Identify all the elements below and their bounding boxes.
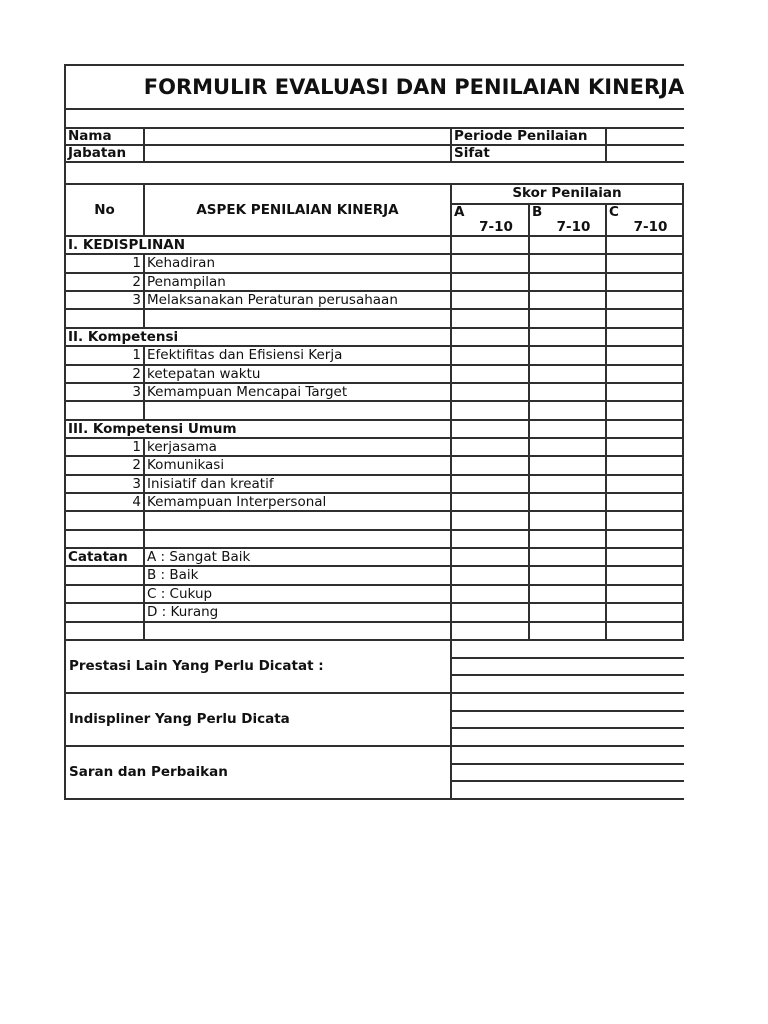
- info-table: [64, 127, 684, 163]
- spacer-row: [64, 163, 684, 183]
- score-cell: [607, 366, 682, 382]
- catatan-legend-item: C : Cukup: [145, 586, 450, 602]
- item-number: 2: [66, 274, 143, 290]
- notes-label: Indispliner Yang Perlu Dicata: [66, 694, 452, 745]
- item-number: 3: [66, 292, 143, 308]
- score-cell: [607, 255, 682, 271]
- item-label: Melaksanakan Peraturan perusahaan: [145, 292, 450, 308]
- info-value-periode: [607, 129, 684, 144]
- catatan-label: Catatan: [66, 549, 143, 565]
- score-cell: [530, 292, 605, 308]
- score-cell: [530, 274, 605, 290]
- score-cell: [530, 347, 605, 363]
- writing-line: [452, 763, 684, 781]
- score-cell: [607, 421, 682, 437]
- item-label: Penampilan: [145, 274, 450, 290]
- score-cell: [530, 531, 605, 547]
- catatan-legend-item: D : Kurang: [145, 604, 450, 620]
- score-cell: [530, 421, 605, 437]
- score-cell: [607, 274, 682, 290]
- writing-line: [452, 747, 684, 763]
- score-cell: [607, 292, 682, 308]
- info-label-jabatan: Jabatan: [66, 146, 143, 161]
- item-number: 1: [66, 255, 143, 271]
- col-range: 7-10: [633, 219, 668, 235]
- notes-section: [64, 641, 684, 800]
- score-cell: [452, 274, 528, 290]
- info-value-jabatan: [145, 146, 450, 161]
- score-cell: [452, 421, 528, 437]
- info-label-sifat: Sifat: [452, 146, 605, 161]
- score-cell: [452, 549, 528, 565]
- empty-cell: [145, 310, 450, 326]
- score-cell: [607, 586, 682, 602]
- score-cell: [452, 476, 528, 492]
- item-number: 4: [66, 494, 143, 510]
- score-cell: [452, 384, 528, 400]
- score-cell: [452, 292, 528, 308]
- score-cell: [607, 384, 682, 400]
- item-number: 3: [66, 476, 143, 492]
- score-cell: [530, 402, 605, 418]
- score-cell: [452, 586, 528, 602]
- spacer-row: [64, 110, 684, 127]
- empty-cell: [66, 402, 143, 418]
- score-cell: [452, 366, 528, 382]
- writing-line: [452, 780, 684, 798]
- item-number: 3: [66, 384, 143, 400]
- header-skor-penilaian: Skor Penilaian: [452, 185, 682, 203]
- writing-line: [452, 657, 684, 675]
- form-title-box: [64, 64, 684, 110]
- writing-line: [452, 694, 684, 710]
- notes-label: Prestasi Lain Yang Perlu Dicatat :: [66, 641, 452, 692]
- notes-block-prestasi: [64, 641, 684, 694]
- empty-cell: [145, 512, 450, 528]
- item-number: 1: [66, 347, 143, 363]
- empty-cell: [66, 567, 143, 583]
- col-letter: B: [532, 205, 543, 220]
- notes-lines: [452, 694, 684, 745]
- empty-cell: [66, 623, 143, 639]
- score-cell: [607, 310, 682, 326]
- section-heading: III. Kompetensi Umum: [66, 421, 450, 437]
- score-cell: [607, 549, 682, 565]
- score-cell: [530, 439, 605, 455]
- empty-cell: [66, 531, 143, 547]
- info-label-periode: Periode Penilaian: [452, 129, 605, 144]
- score-cell: [530, 512, 605, 528]
- score-cell: [607, 531, 682, 547]
- score-cell: [530, 237, 605, 253]
- score-cell: [530, 457, 605, 473]
- score-cell: [452, 531, 528, 547]
- score-col-header-b: [530, 205, 605, 235]
- score-cell: [530, 384, 605, 400]
- empty-cell: [66, 310, 143, 326]
- score-cell: [530, 567, 605, 583]
- score-cell: [452, 347, 528, 363]
- writing-line: [452, 727, 684, 745]
- score-cell: [530, 366, 605, 382]
- score-cell: [452, 329, 528, 345]
- catatan-legend-item: B : Baik: [145, 567, 450, 583]
- score-cell: [607, 494, 682, 510]
- score-cell: [452, 494, 528, 510]
- score-cell: [607, 347, 682, 363]
- empty-cell: [66, 604, 143, 620]
- score-cell: [452, 623, 528, 639]
- score-cell: [452, 255, 528, 271]
- item-number: 2: [66, 366, 143, 382]
- score-cell: [452, 402, 528, 418]
- writing-line: [452, 710, 684, 728]
- score-cell: [452, 310, 528, 326]
- score-cell: [530, 494, 605, 510]
- header-no: No: [66, 185, 143, 235]
- score-col-header-c: [607, 205, 682, 235]
- notes-lines: [452, 747, 684, 798]
- notes-label: Saran dan Perbaikan: [66, 747, 452, 798]
- score-cell: [530, 310, 605, 326]
- score-cell: [452, 457, 528, 473]
- item-label: Komunikasi: [145, 457, 450, 473]
- section-heading: II. Kompetensi: [66, 329, 450, 345]
- section-heading: I. KEDISPLINAN: [66, 237, 450, 253]
- col-range: 7-10: [479, 219, 513, 235]
- score-cell: [530, 255, 605, 271]
- score-cell: [530, 476, 605, 492]
- score-cell: [607, 457, 682, 473]
- score-cell: [607, 512, 682, 528]
- score-col-header-a: [452, 205, 528, 235]
- empty-cell: [66, 586, 143, 602]
- score-cell: [452, 567, 528, 583]
- score-cell: [607, 604, 682, 620]
- empty-cell: [145, 623, 450, 639]
- item-label: ketepatan waktu: [145, 366, 450, 382]
- col-letter: A: [454, 205, 465, 220]
- writing-line: [452, 641, 684, 657]
- score-cell: [607, 329, 682, 345]
- empty-cell: [145, 531, 450, 547]
- form-title: FORMULIR EVALUASI DAN PENILAIAN KINERJA: [143, 75, 685, 99]
- item-label: Kehadiran: [145, 255, 450, 271]
- score-cell: [530, 623, 605, 639]
- col-letter: C: [609, 205, 619, 220]
- score-cell: [530, 329, 605, 345]
- score-cell: [607, 476, 682, 492]
- writing-line: [452, 674, 684, 692]
- score-cell: [607, 402, 682, 418]
- info-label-nama: Nama: [66, 129, 143, 144]
- catatan-legend-item: A : Sangat Baik: [145, 549, 450, 565]
- score-cell: [607, 567, 682, 583]
- item-number: 2: [66, 457, 143, 473]
- col-range: 7-10: [556, 219, 591, 235]
- empty-cell: [145, 402, 450, 418]
- score-table: [64, 183, 684, 641]
- item-label: Inisiatif dan kreatif: [145, 476, 450, 492]
- score-cell: [607, 439, 682, 455]
- score-cell: [452, 237, 528, 253]
- score-cell: [530, 586, 605, 602]
- header-aspek: ASPEK PENILAIAN KINERJA: [145, 185, 450, 235]
- notes-block-indispliner: [64, 694, 684, 747]
- notes-lines: [452, 641, 684, 692]
- info-value-sifat: [607, 146, 684, 161]
- score-cell: [452, 439, 528, 455]
- score-cell: [452, 604, 528, 620]
- score-cell: [452, 512, 528, 528]
- item-label: kerjasama: [145, 439, 450, 455]
- item-label: Kemampuan Interpersonal: [145, 494, 450, 510]
- score-cell: [607, 623, 682, 639]
- info-value-nama: [145, 129, 450, 144]
- item-number: 1: [66, 439, 143, 455]
- evaluation-form: [64, 64, 684, 800]
- score-cell: [530, 549, 605, 565]
- score-cell: [530, 604, 605, 620]
- item-label: Efektifitas dan Efisiensi Kerja: [145, 347, 450, 363]
- item-label: Kemampuan Mencapai Target: [145, 384, 450, 400]
- empty-cell: [66, 512, 143, 528]
- score-cell: [607, 237, 682, 253]
- notes-block-saran: [64, 747, 684, 800]
